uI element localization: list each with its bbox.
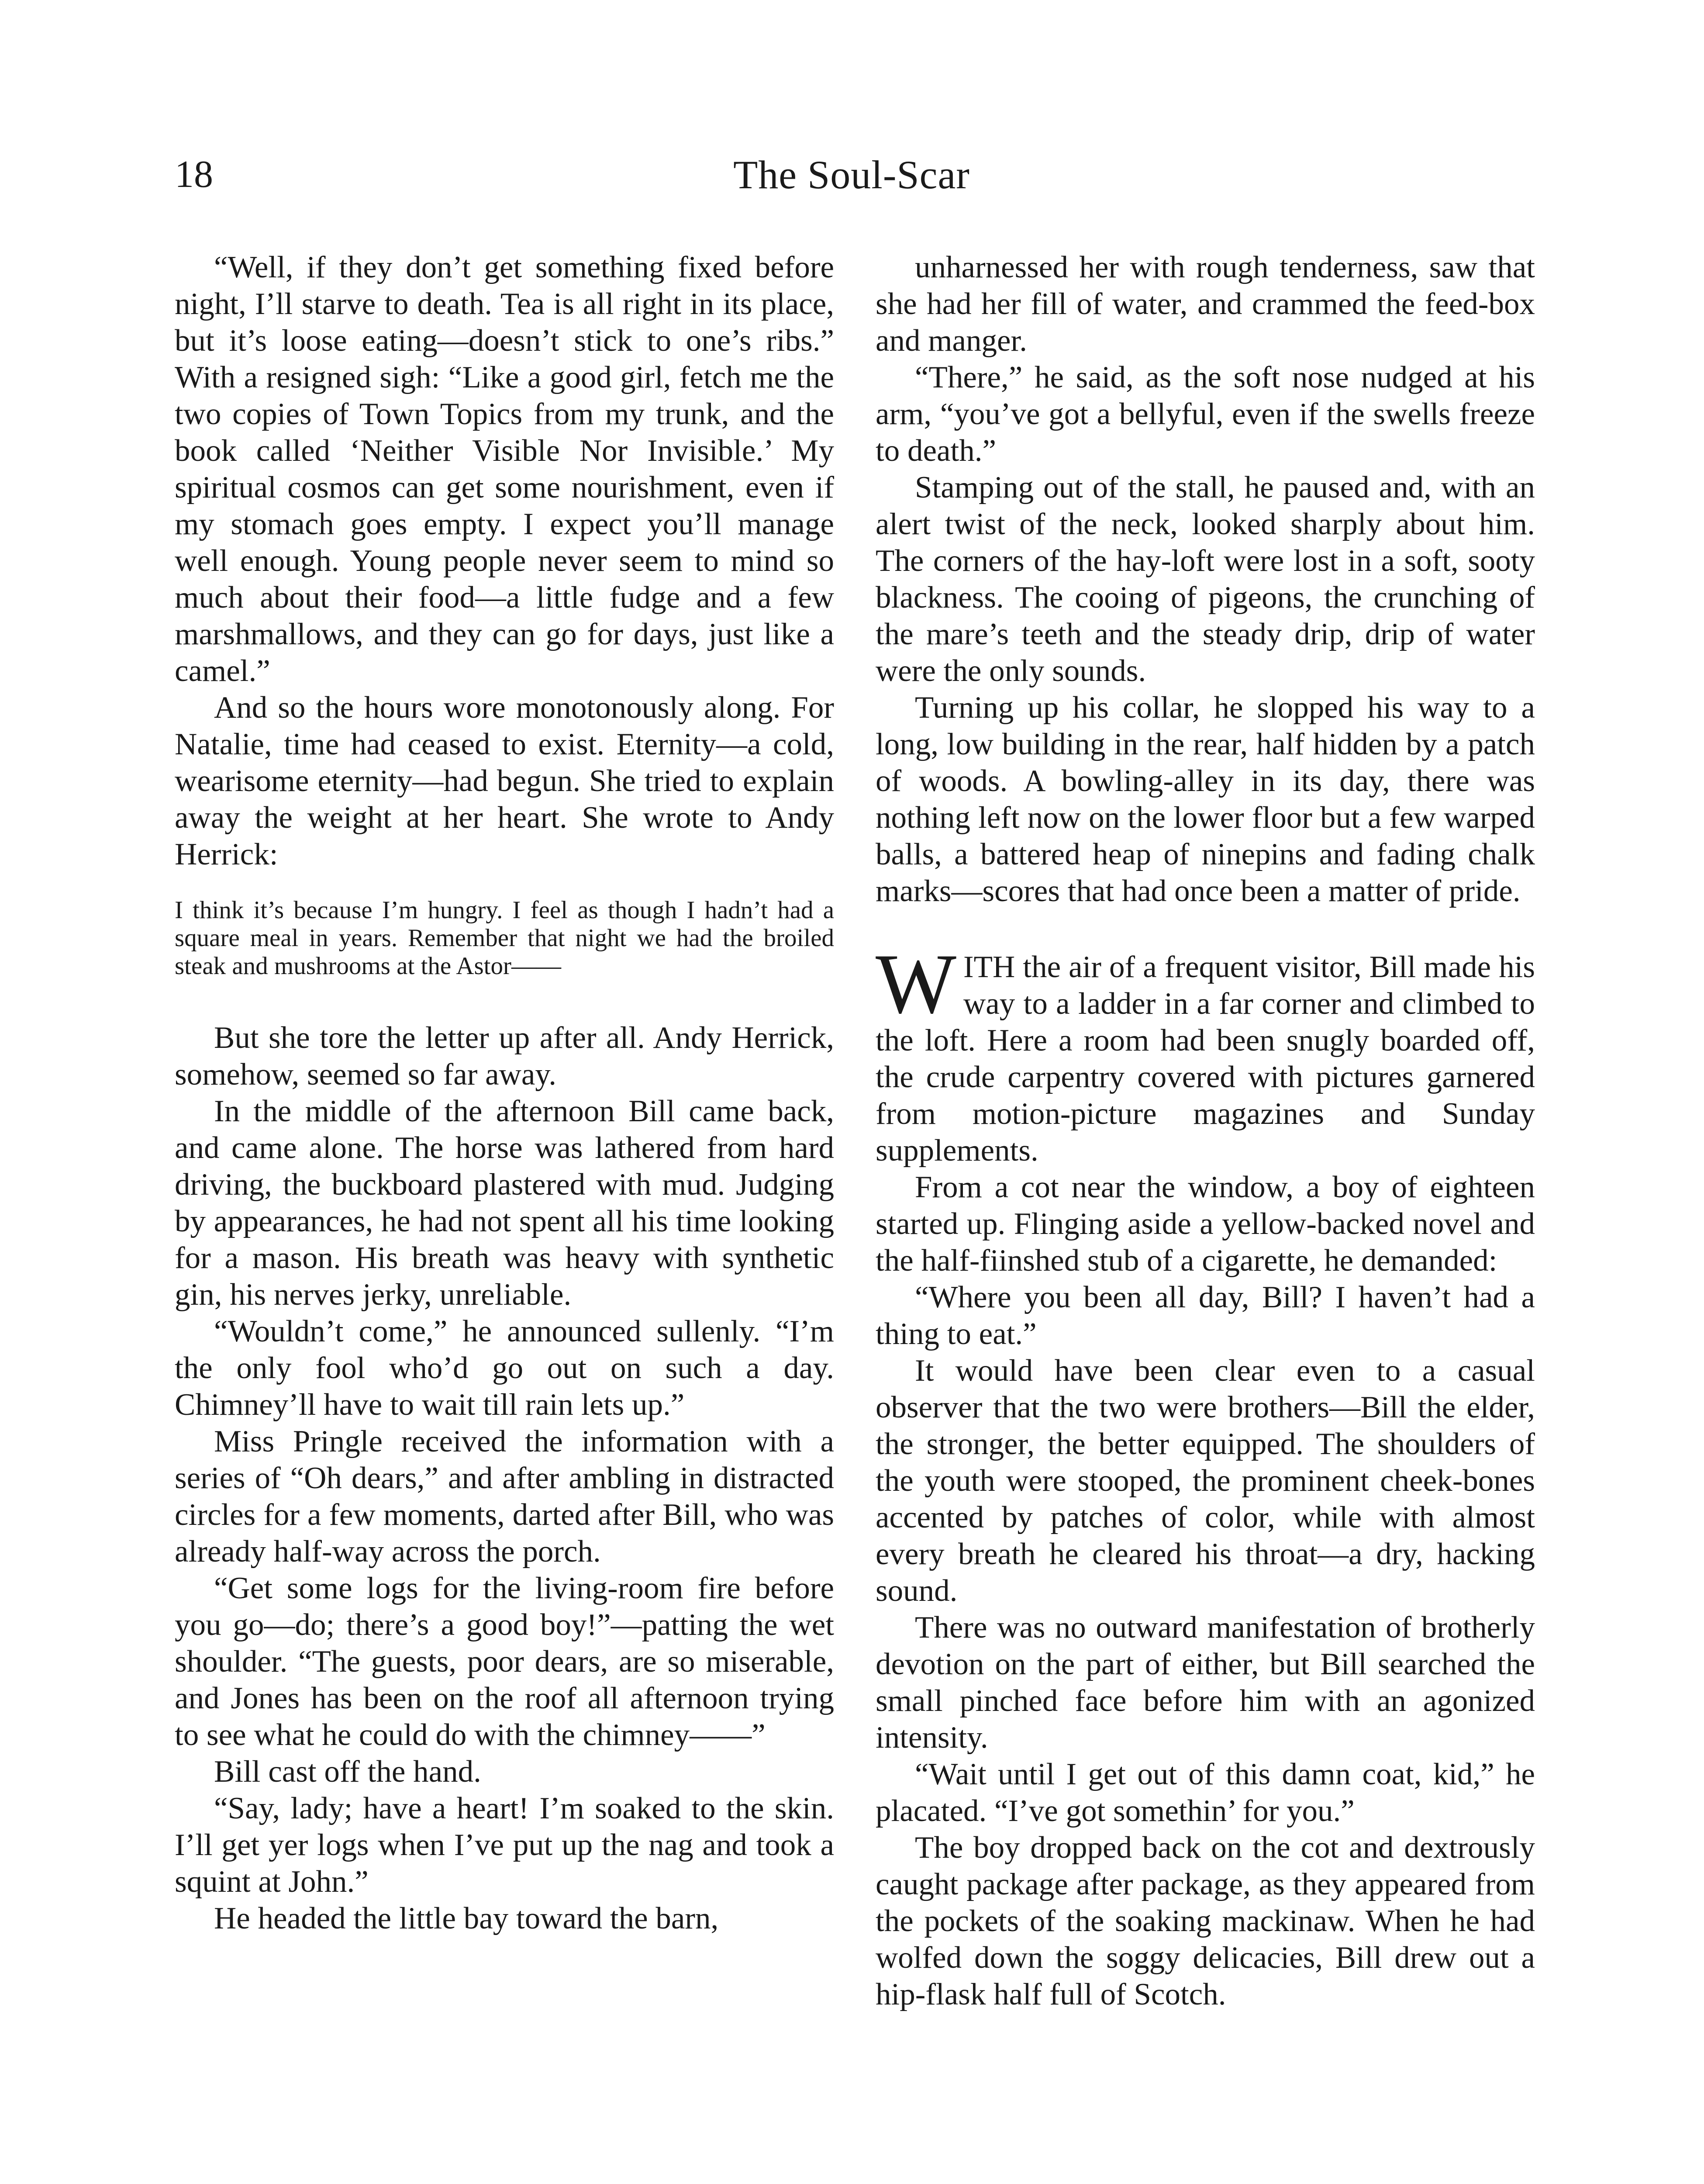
paragraph: “Wouldn’t come,” he announced sullenly. “I’m the only fool who’d go out on such a day. Chimney’ll have to wait till rain lets up.” bbox=[175, 1314, 834, 1422]
paragraph: Bill cast off the hand. bbox=[214, 1755, 481, 1789]
section-opening-paragraph bbox=[876, 936, 1535, 1169]
paragraph: “Well, if they don’t get something fixed before night, I’ll starve to death. Tea is all right in its place, but it’s loose eating—doesn’t stick to one’s ribs.” With a resigned sigh: “Like a good girl, fetch me the two copies of Town Topics from my trunk, and the book called ‘Neither Visible Nor Invisible.’ My spiritual cosmos can get some nourishment, even if my stomach goes empty. I expect you’ll manage well enough. Young people never seem to mind so much about their food—a little fudge and a few marshmallows, and they can go for days, just like a camel.” bbox=[175, 250, 834, 688]
paragraph: Stamping out of the stall, he paused and, with an alert twist of the neck, looked sharply about him. The corners of the hay-loft were lost in a soft, sooty blackness. The cooing of pigeons, the crunching of the mare’s teeth and the steady drip, drip of water were the only sounds. bbox=[876, 470, 1535, 688]
small-caps-lead: ITH bbox=[963, 950, 1015, 984]
paragraph: But she tore the letter up after all. Andy Herrick, somehow, seemed so far away. bbox=[175, 1021, 834, 1092]
paragraph: There was no outward manifestation of brotherly devotion on the part of either, but Bill searched the small pinched face before him with an agonized intensity. bbox=[876, 1610, 1535, 1755]
paragraph: It would have been clear even to a casual observer that the two were brothers—Bill the elder, the stronger, the better equipped. The shoulders of the youth were stooped, the prominent cheek-bones accented by patches of color, while with almost every breath he cleared his throat—a dry, hacking sound. bbox=[876, 1354, 1535, 1608]
drop-cap: W bbox=[876, 936, 956, 1031]
paragraph-text: the air of a frequent visitor, Bill made his way to a ladder in a far corner and climbed to the loft. Here a room had been snugly boarded off, the crude carpentry covered with pictures garnered from motion-picture magazines and Sunday supplements. bbox=[876, 950, 1535, 1168]
paragraph: “Say, lady; have a heart! I’m soaked to the skin. I’ll get yer logs when I’ve put up the nag and took a squint at John.” bbox=[175, 1791, 834, 1899]
paragraph: “Get some logs for the living-room fire before you go—do; there’s a good boy!”—patting the wet shoulder. “The guests, poor dears, are so miserable, and Jones has been on the roof all afternoon trying to see what he could do with the chimney——” bbox=[175, 1571, 834, 1752]
right-column bbox=[876, 249, 1535, 2013]
running-title: The Soul-Scar bbox=[733, 152, 970, 197]
paragraph: unharnessed her with rough tenderness, saw that she had her fill of water, and crammed the feed-box and manger. bbox=[876, 250, 1535, 358]
paragraph: And so the hours wore monotonously along. For Natalie, time had ceased to exist. Eternity—a cold, wearisome eternity—had begun. She tried to explain away the weight at her heart. She wrote to Andy Herrick: bbox=[175, 691, 834, 871]
paragraph: “Wait until I get out of this damn coat, kid,” he placated. “I’ve got somethin’ for you.” bbox=[876, 1757, 1535, 1828]
paragraph: Turning up his collar, he slopped his way to a long, low building in the rear, half hidden by a patch of woods. A bowling-alley in its day, there was nothing left now on the lower floor but a few warped balls, a battered heap of ninepins and fading chalk marks—scores that had once been a matter of pride. bbox=[876, 691, 1535, 908]
left-column bbox=[175, 249, 834, 1937]
paragraph: In the middle of the afternoon Bill came back, and came alone. The horse was lathered from hard driving, the buckboard plastered with mud. Judging by appearances, he had not spent all his time looking for a mason. His breath was heavy with synthetic gin, his nerves jerky, unreliable. bbox=[175, 1094, 834, 1312]
paragraph: “Where you been all day, Bill? I haven’t had a thing to eat.” bbox=[876, 1280, 1535, 1351]
page-number: 18 bbox=[175, 153, 213, 196]
paragraph: Miss Pringle received the information with a series of “Oh dears,” and after ambling in distracted circles for a few moments, darted after Bill, who was already half-way across the porch. bbox=[175, 1424, 834, 1569]
paragraph: The boy dropped back on the cot and dextrously caught package after package, as they appeared from the pockets of the soaking mackinaw. When he had wolfed down the soggy delicacies, Bill drew out a hip-flask half full of Scotch. bbox=[876, 1831, 1535, 2011]
paragraph: “There,” he said, as the soft nose nudged at his arm, “you’ve got a bellyful, even if the swells freeze to death.” bbox=[876, 360, 1535, 468]
paragraph: He headed the little bay toward the barn, bbox=[214, 1901, 719, 1935]
letter-excerpt: I think it’s because I’m hungry. I feel as though I hadn’t had a square meal in years. Remember that night we had the broiled steak and mushrooms at the Astor—— bbox=[175, 896, 834, 980]
paragraph: From a cot near the window, a boy of eighteen started up. Flinging aside a yellow-backed novel and the half-fiinshed stub of a cigarette, he demanded: bbox=[876, 1170, 1535, 1278]
